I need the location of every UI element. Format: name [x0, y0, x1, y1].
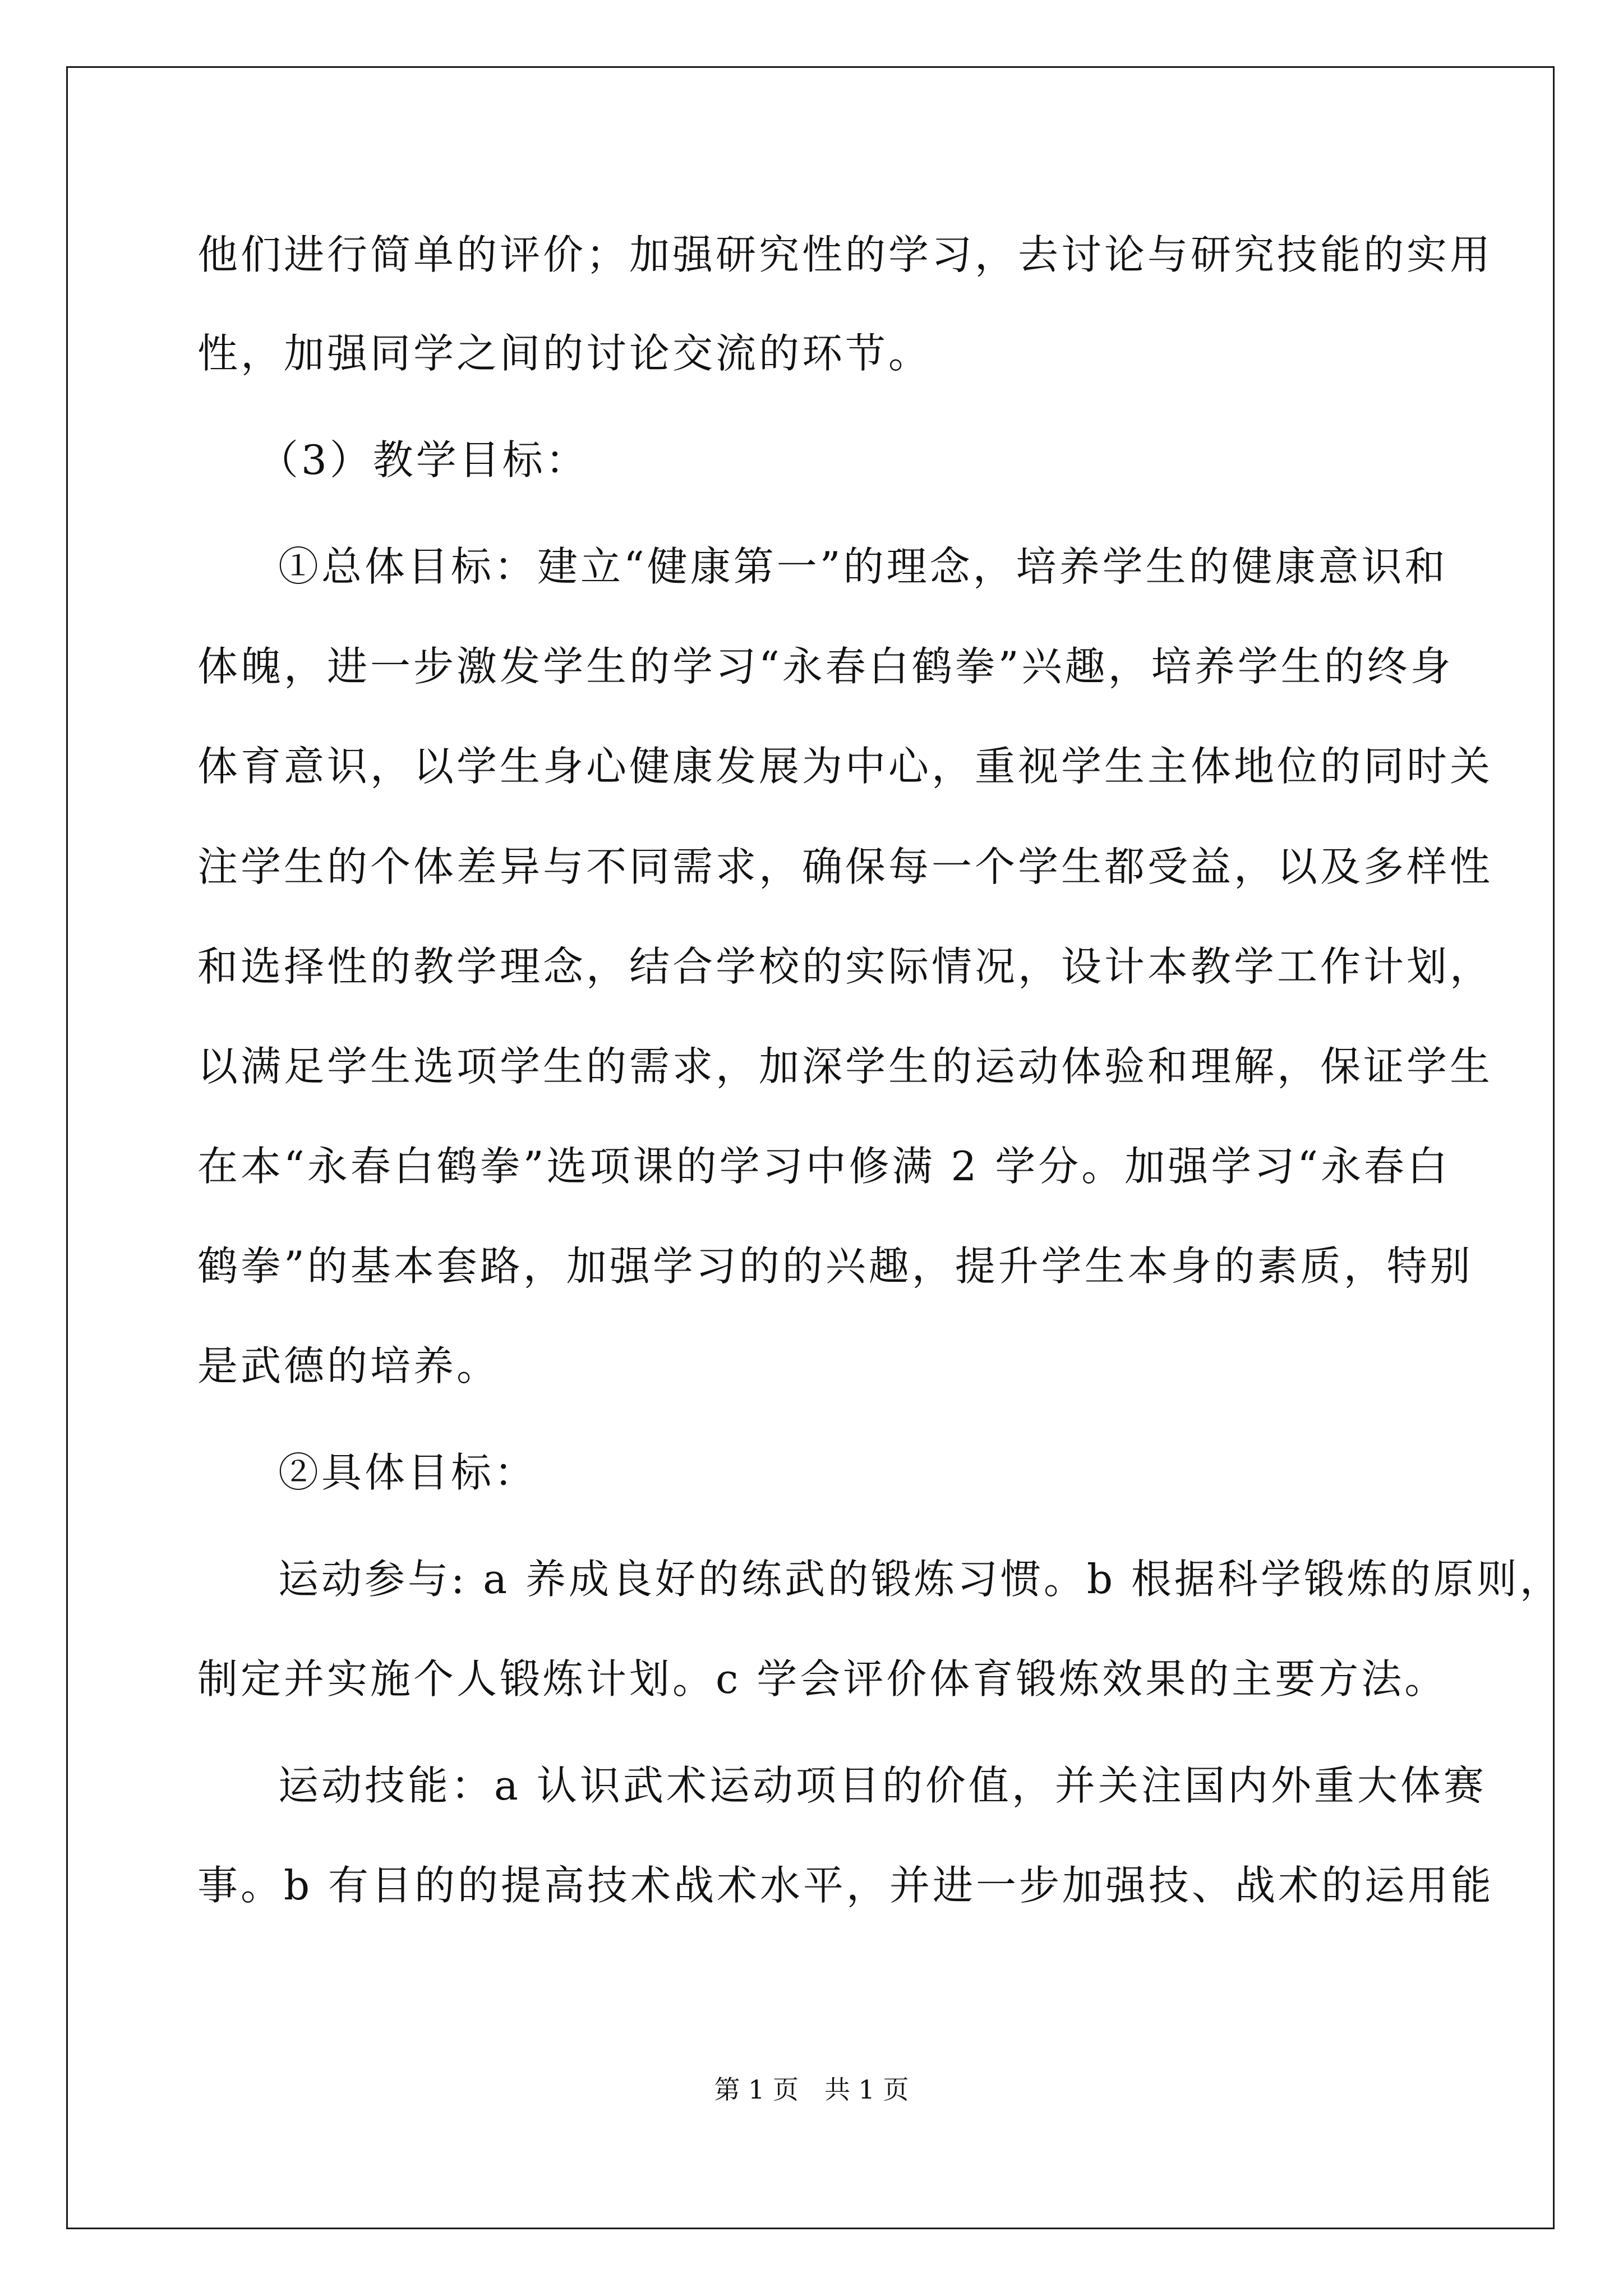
text-line: 制定并实施个人锻炼计划。c 学会评价体育锻炼效果的主要方法。 [197, 1655, 1448, 1703]
text-line: 鹤拳”的基本套路，加强学习的的兴趣，提升学生本身的素质，特别 [197, 1243, 1473, 1290]
text-line: 在本“永春白鹤拳”选项课的学习中修满 2 学分。加强学习“永春白 [197, 1143, 1451, 1190]
text-line: 是武德的培养。 [197, 1342, 500, 1389]
text-line: 注学生的个体差异与不同需求，确保每一个学生都受益，以及多样性 [197, 843, 1493, 890]
text-line: 体育意识，以学生身心健康发展为中心，重视学生主体地位的同时关 [197, 743, 1493, 790]
section-heading: ②具体目标： [278, 1449, 538, 1496]
page-footer: 第 1 页 共 1 页 [714, 2074, 909, 2105]
text-line: 性，加强同学之间的讨论交流的环节。 [197, 330, 932, 377]
text-line: 和选择性的教学理念，结合学校的实际情况，设计本教学工作计划， [197, 943, 1493, 990]
text-line: 事。b 有目的的提高技术战术水平，并进一步加强技、战术的运用能 [197, 1862, 1494, 1909]
text-line: ①总体目标：建立“健康第一”的理念，培养学生的健康意识和 [278, 543, 1448, 590]
text-line: 以满足学生选项学生的需求，加深学生的运动体验和理解，保证学生 [197, 1043, 1493, 1090]
text-line: 体魄，进一步激发学生的学习“永春白鹤拳”兴趣，培养学生的终身 [197, 643, 1454, 690]
section-heading: （3）教学目标： [258, 436, 589, 484]
text-line: 运动参与: a 养成良好的练武的锻炼习惯。b 根据科学锻炼的原则， [278, 1556, 1563, 1603]
text-line: 运动技能：a 认识武术运动项目的价值，并关注国内外重大体赛 [278, 1762, 1487, 1809]
text-line: 他们进行简单的评价；加强研究性的学习，去讨论与研究技能的实用 [197, 231, 1493, 278]
